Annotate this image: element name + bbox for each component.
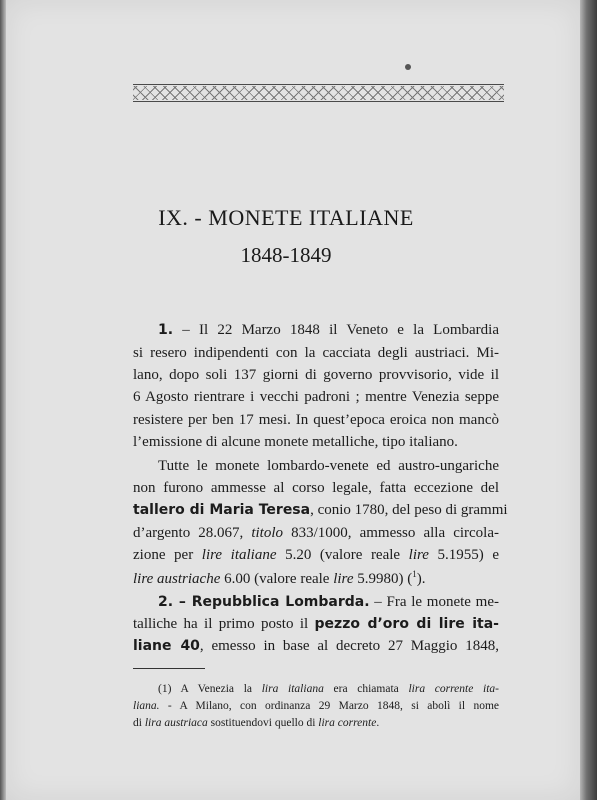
text-line: tallero di Maria Teresa, conio 1780, del peso di grammi [133,502,508,518]
bold-term: tallero di Maria Teresa [133,502,311,518]
text-line: 1. – Il 22 Marzo 1848 il Veneto e la Lombardia [158,322,499,338]
text-line: lire austriache 6.00 (valore reale lire 5.9980) ($^1$). [133,569,426,587]
text-line: d’argento 28.067, titolo 833/1000, ammesso alla circola- [133,525,499,541]
footnote-line: di lira austriaca sostituendovi quello di lira corrente. [133,717,380,729]
footnote-ref: 1 [412,569,417,579]
paragraph-number: 1. [158,322,174,338]
ornament-dot [405,64,411,70]
section-heading: 2. – Repubblica Lombarda. [158,594,370,610]
text-line: lano, dopo soli 137 giorni di governo provvisorio, vide il [133,367,499,383]
text-line: liane 40, emesso in base al decreto 27 Maggio 1848, [133,638,499,654]
text-line: zione per lire italiane 5.20 (valore reale lire 5.1955) e [133,547,499,563]
text-line: 6 Agosto rientrare i vecchi padroni ; mentre Venezia seppe [133,389,499,405]
footnote-line: liana. - A Milano, con ordinanza 29 Marzo 1848, si abolì il nome [133,700,499,712]
chapter-title: IX. - MONETE ITALIANE [158,205,414,230]
header-rule-top [133,84,504,85]
text-line: talliche ha il primo posto il pezzo d’oro di lire ita- [133,616,499,632]
text-line: resistere per ben 17 mesi. In quest’epoca eroica non mancò [133,412,499,428]
footnote-separator [133,668,205,669]
text-line: si resero indipendenti con la cacciata degli austriaci. Mi- [133,345,499,361]
decorative-border [133,86,504,100]
footnote-line: (1) A Venezia la lira italiana era chiamata lira corrente ita- [158,683,499,695]
text-line: 2. – Repubblica Lombarda. – Fra le monete me- [158,594,499,610]
page-right-edge [580,0,597,800]
text-line: l’emissione di alcune monete metalliche, tipo italiano. [133,434,458,450]
text-line: non furono ammesse al corso legale, fatta eccezione del [133,480,499,496]
header-rule-bottom [133,101,504,102]
text-line: Tutte le monete lombardo-venete ed austro-ungariche [158,458,499,474]
chapter-years: 1848-1849 [240,243,332,267]
